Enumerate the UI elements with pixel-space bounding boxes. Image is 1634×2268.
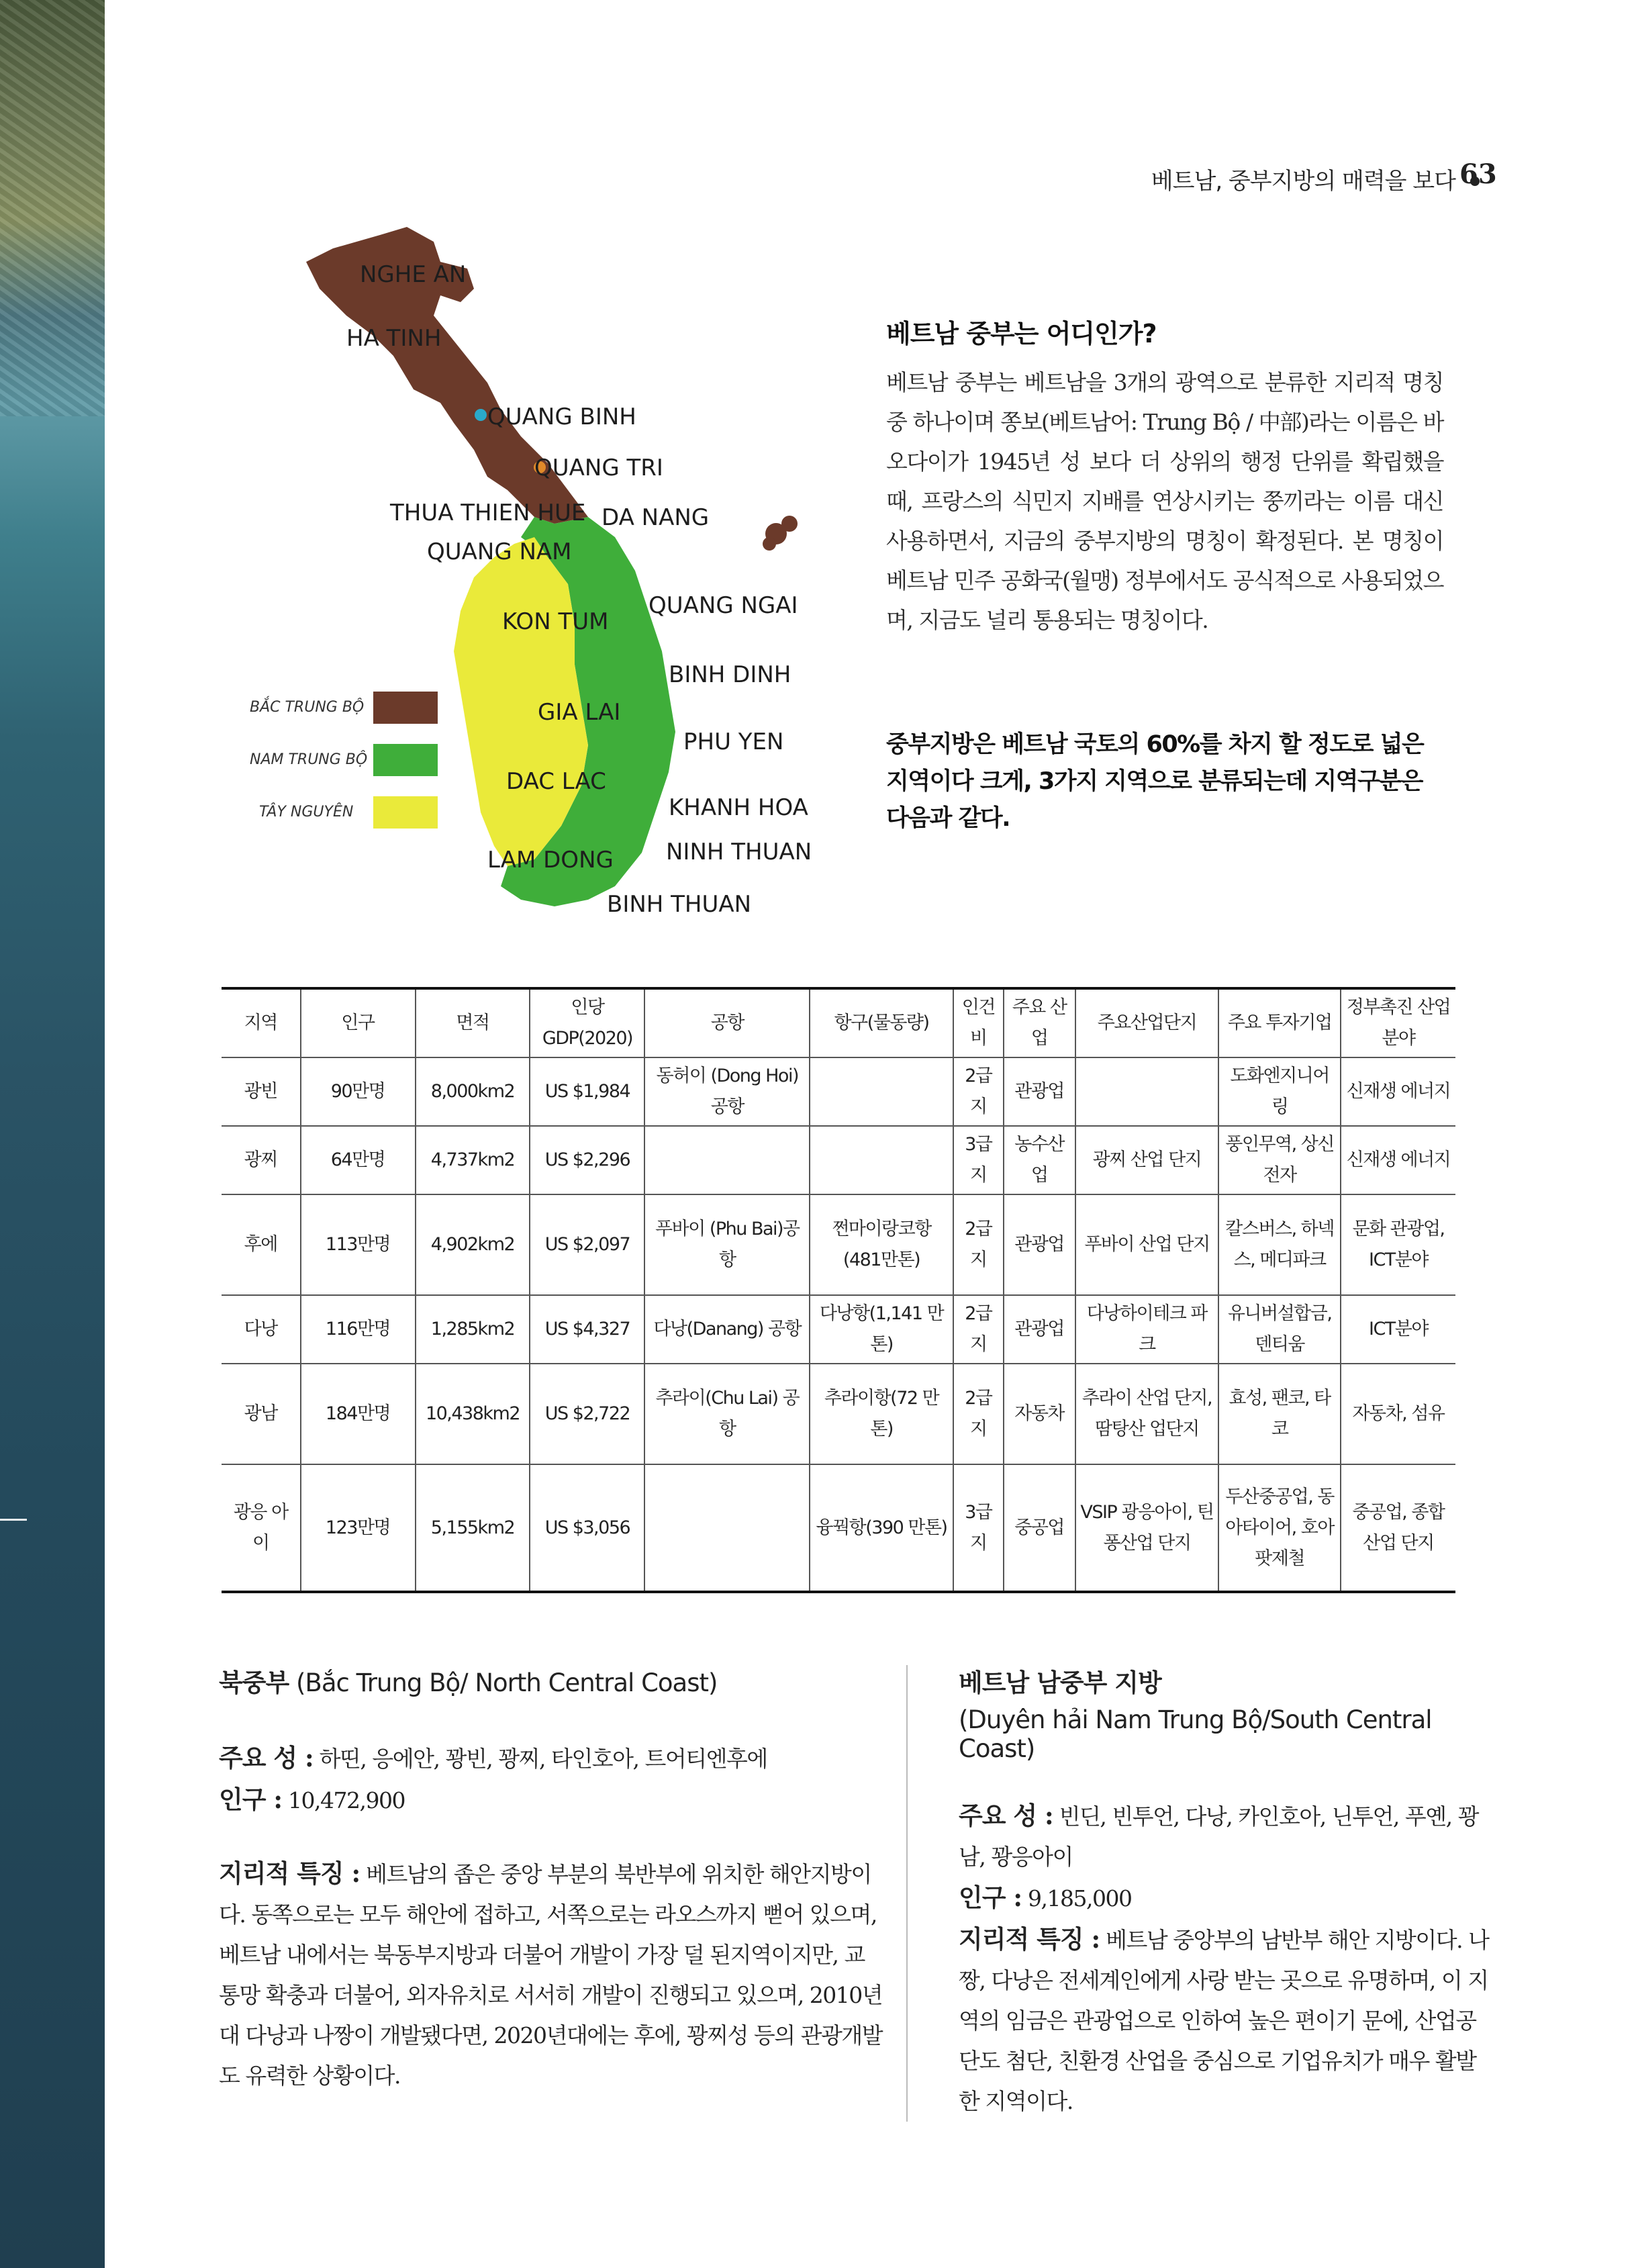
legend-swatch-bac: [373, 692, 438, 724]
cell-industry: 관광업: [1004, 1194, 1075, 1295]
cell-gov-sector: 신재생 에너지: [1341, 1126, 1455, 1194]
cell-airport: 푸바이 (Phu Bai)공항: [644, 1194, 810, 1295]
table-row: [222, 1295, 1455, 1364]
cell-area: 1,285km2: [416, 1295, 530, 1364]
label-khanh-hoa: KHANH HOA: [669, 794, 808, 821]
intro-title: 베트남 중부는 어디인가?: [886, 319, 1157, 348]
cell-industry: 관광업: [1004, 1057, 1075, 1126]
legend-swatch-nam: [373, 744, 438, 776]
cell-population: 113만명: [301, 1194, 416, 1295]
cell-labor-cost: 2급지: [953, 1364, 1004, 1464]
cell-complex: 추라이 산업 단지, 땀탕산 업단지: [1075, 1364, 1219, 1464]
label-quang-tri: QUANG TRI: [534, 455, 663, 481]
south-central-section: [959, 1662, 1489, 2122]
north-central-section: [219, 1662, 883, 2096]
label-dac-lac: DAC LAC: [506, 768, 606, 795]
cell-port: 추라이항(72 만톤): [810, 1364, 953, 1464]
north-provinces: 주요 성 : 하띤, 응에안, 꽝빈, 꽝찌, 타인호아, 트어티엔후에: [219, 1743, 767, 1773]
table-body: [222, 1057, 1455, 1592]
cell-region: 광빈: [222, 1057, 301, 1126]
cell-investors: 풍인무역, 상신전자: [1218, 1126, 1341, 1194]
table-row: [222, 1057, 1455, 1126]
margin-tick: [0, 1519, 27, 1521]
cell-complex: [1075, 1057, 1219, 1126]
cell-airport: 추라이(Chu Lai) 공항: [644, 1364, 810, 1464]
south-subtitle: (Duyên hải Nam Trung Bộ/South Central Coast): [959, 1705, 1432, 1763]
label-da-nang: DA NANG: [602, 504, 710, 531]
cell-population: 116만명: [301, 1295, 416, 1364]
label-quang-ngai: QUANG NGAI: [648, 592, 798, 619]
cell-gdp: US $1,984: [530, 1057, 644, 1126]
label-ninh-thuan: NINH THUAN: [666, 839, 812, 865]
cell-gdp: US $3,056: [530, 1464, 644, 1592]
page-number: 63: [1459, 158, 1497, 190]
header-area: 면적: [416, 988, 530, 1057]
cell-population: 123만명: [301, 1464, 416, 1592]
cell-industry: 자동차: [1004, 1364, 1075, 1464]
header-investors: 주요 투자기업: [1218, 988, 1341, 1057]
cell-area: 8,000km2: [416, 1057, 530, 1126]
cell-area: 4,902km2: [416, 1194, 530, 1295]
cell-labor-cost: 3급지: [953, 1126, 1004, 1194]
cell-gdp: US $2,097: [530, 1194, 644, 1295]
cell-gdp: US $2,296: [530, 1126, 644, 1194]
cell-investors: 두산중공업, 동아타이어, 호아 팟제철: [1218, 1464, 1341, 1592]
cell-complex: 다낭하이테크 파크: [1075, 1295, 1219, 1364]
cell-gov-sector: 중공업, 종합산업 단지: [1341, 1464, 1455, 1592]
cell-airport: 다낭(Danang) 공항: [644, 1295, 810, 1364]
cell-gdp: US $2,722: [530, 1364, 644, 1464]
south-geography: 지리적 특징 : 베트남 중앙부의 남반부 해안 지방이다. 나짱, 다낭은 전세계인에게 사랑 받는 곳으로 유명하며, 이 지역의 임금은 관광업으로 인하여 높은 편이기 문에, 산업공단도 첨단, 친환경 산업을 중심으로 기업유치가 매우 활발한 지역이다.: [959, 1924, 1489, 2114]
cell-port: [810, 1057, 953, 1126]
table-row: [222, 1126, 1455, 1194]
legend-label-bac: BẮC TRUNG BỘ: [250, 699, 365, 716]
region-stats-table: [222, 987, 1455, 1593]
table-row: [222, 1364, 1455, 1464]
label-quang-binh: QUANG BINH: [487, 404, 636, 430]
cell-region: 후에: [222, 1194, 301, 1295]
cell-investors: 효성, 팬코, 타코: [1218, 1364, 1341, 1464]
aerial-photo-strip: [0, 0, 105, 2268]
cell-complex: 푸바이 산업 단지: [1075, 1194, 1219, 1295]
cell-airport: [644, 1126, 810, 1194]
cell-labor-cost: 2급지: [953, 1295, 1004, 1364]
label-phu-yen: PHU YEN: [683, 728, 784, 755]
cell-area: 4,737km2: [416, 1126, 530, 1194]
cell-airport: [644, 1464, 810, 1592]
south-population: 인구 : 9,185,000: [959, 1883, 1132, 1912]
south-title: 베트남 남중부 지방: [959, 1668, 1161, 1697]
cell-investors: 유니버설합금, 덴티움: [1218, 1295, 1341, 1364]
cell-gov-sector: 자동차, 섬유: [1341, 1364, 1455, 1464]
cell-region: 다낭: [222, 1295, 301, 1364]
table-row: [222, 1194, 1455, 1295]
header-complex: 주요산업단지: [1075, 988, 1219, 1057]
cell-labor-cost: 2급지: [953, 1194, 1004, 1295]
cell-complex: VSIP 광응아이, 틴퐁산업 단지: [1075, 1464, 1219, 1592]
cell-complex: 광찌 산업 단지: [1075, 1126, 1219, 1194]
label-kon-tum: KON TUM: [502, 608, 609, 635]
header-labor-cost: 인건비: [953, 988, 1004, 1057]
cell-airport: 동허이 (Dong Hoi)공항: [644, 1057, 810, 1126]
header-gov-sector: 정부촉진 산업분야: [1341, 988, 1455, 1057]
cell-region: 광남: [222, 1364, 301, 1464]
cell-industry: 중공업: [1004, 1464, 1075, 1592]
header-port: 항구(물동량): [810, 988, 953, 1057]
cell-population: 64만명: [301, 1126, 416, 1194]
north-population: 인구 : 10,472,900: [219, 1785, 405, 1814]
running-header: [1151, 162, 1493, 195]
label-binh-thuan: BINH THUAN: [607, 891, 752, 918]
legend-swatch-tay: [373, 796, 438, 829]
north-title: 북중부 (Bắc Trung Bộ/ North Central Coast): [219, 1668, 718, 1697]
header-airport: 공항: [644, 988, 810, 1057]
column-divider: [906, 1665, 908, 2122]
intro-highlight: 중부지방은 베트남 국토의 60%를 차지 할 정도로 넓은 지역이다 크게, 3가지 지역으로 분류되는데 지역구분은 다음과 같다.: [886, 731, 1424, 832]
label-nghe-an: NGHE AN: [360, 261, 467, 288]
cell-industry: 관광업: [1004, 1295, 1075, 1364]
cell-population: 184만명: [301, 1364, 416, 1464]
label-binh-dinh: BINH DINH: [669, 661, 791, 688]
cell-gdp: US $4,327: [530, 1295, 644, 1364]
cell-region: 광찌: [222, 1126, 301, 1194]
cell-port: [810, 1126, 953, 1194]
central-vietnam-map: [239, 222, 843, 947]
legend-label-tay: TÂY NGUYÊN: [259, 804, 354, 820]
legend-label-nam: NAM TRUNG BỘ: [250, 751, 368, 768]
cell-port: 융꿕항(390 만톤): [810, 1464, 953, 1592]
running-title: 베트남, 중부지방의 매력을 보다: [1151, 168, 1455, 195]
label-ha-tinh: HA TINH: [346, 325, 442, 352]
cell-gov-sector: 신재생 에너지: [1341, 1057, 1455, 1126]
cell-gov-sector: ICT분야: [1341, 1295, 1455, 1364]
cell-port: 쩐마이랑코항 (481만톤): [810, 1194, 953, 1295]
cell-labor-cost: 3급지: [953, 1464, 1004, 1592]
intro-body: 베트남 중부는 베트남을 3개의 광역으로 분류한 지리적 명칭 중 하나이며 쫑보(베트남어: Trung Bộ / 中部)라는 이름은 바오다이가 1945년 성 보다 더 상위의 행정 단위를 확립했을 때, 프랑스의 식민지 지배를 연상시키는 쭝끼라는 이름 대신 사용하면서, 지금의 중부지방의 명칭이 확정된다. 본 명칭이 베트남 민주 공화국(월맹) 정부에서도 공식적으로 사용되었으며, 지금도 널리 통용되는 명칭이다.: [886, 369, 1443, 633]
table-header-row: [222, 988, 1455, 1057]
cell-area: 10,438km2: [416, 1364, 530, 1464]
cell-investors: 칼스버스, 하넥스, 메디파크: [1218, 1194, 1341, 1295]
cell-labor-cost: 2급지: [953, 1057, 1004, 1126]
label-gia-lai: GIA LAI: [538, 699, 621, 726]
cell-population: 90만명: [301, 1057, 416, 1126]
cell-region: 광응 아이: [222, 1464, 301, 1592]
cell-investors: 도화엔지니어링: [1218, 1057, 1341, 1126]
label-quang-nam: QUANG NAM: [427, 538, 572, 565]
header-population: 인구: [301, 988, 416, 1057]
header-industry: 주요 산업: [1004, 988, 1075, 1057]
cell-port: 다낭항(1,141 만톤): [810, 1295, 953, 1364]
label-lam-dong: LAM DONG: [487, 847, 614, 873]
header-region: 지역: [222, 988, 301, 1057]
south-provinces: 주요 성 : 빈딘, 빈투언, 다낭, 카인호아, 닌투언, 푸옌, 꽝남, 꽝응아이: [959, 1801, 1478, 1870]
cell-area: 5,155km2: [416, 1464, 530, 1592]
cell-gov-sector: 문화 관광업, ICT분야: [1341, 1194, 1455, 1295]
cell-industry: 농수산업: [1004, 1126, 1075, 1194]
header-gdp: 인당 GDP(2020): [530, 988, 644, 1057]
table-row: [222, 1464, 1455, 1592]
label-thua-thien-hue: THUA THIEN HUE: [390, 500, 586, 526]
north-geography: 지리적 특징 : 베트남의 좁은 중앙 부분의 북반부에 위치한 해안지방이다. 동쪽으로는 모두 해안에 접하고, 서쪽으로는 라오스까지 뻗어 있으며, 베트남 내에서는 북동부지방과 더불어 개발이 가장 덜 된지역이지만, 교통망 확충과 더불어, 외자유치로 서서히 개발이 진행되고 있으며, 2010년대 다낭과 나짱이 개발됐다면, 2020년대에는 후에, 꽝찌성 등의 관광개발도 유력한 상황이다.: [219, 1858, 883, 2089]
